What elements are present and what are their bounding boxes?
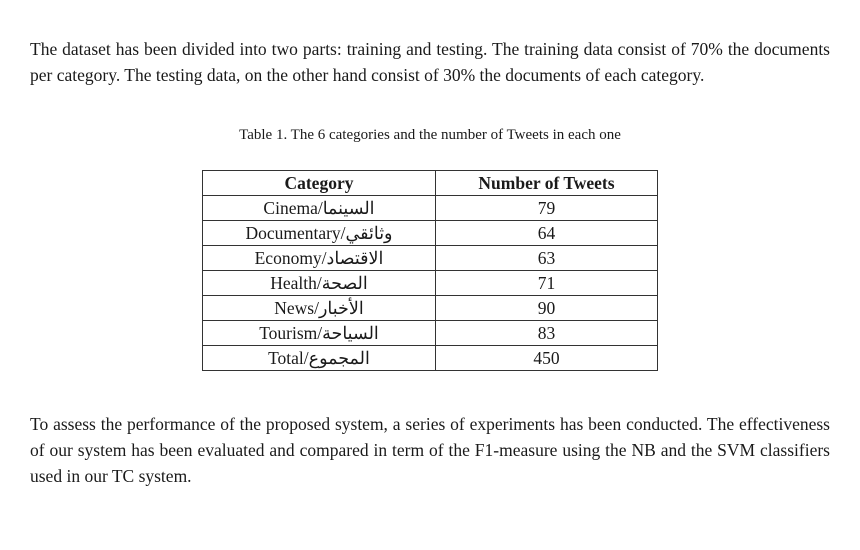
table-caption: Table 1. The 6 categories and the number of Tweets in each one (239, 127, 621, 143)
tweets-table (202, 170, 658, 371)
table-row-total (203, 346, 658, 371)
count-cell: 63 (435, 246, 657, 271)
category-arabic: الأخبار (318, 297, 364, 318)
table-row (203, 321, 658, 346)
category-cell (203, 321, 436, 346)
count-cell: 90 (435, 296, 657, 321)
table-row (203, 196, 658, 221)
evaluation-paragraph: To assess the performance of the proposed system, a series of experiments has been conducted. The effectiveness of our system has been evaluated and compared in term of the F1-measure using the NB and the SVM classifiers used in our TC system. (30, 414, 830, 486)
category-cell (203, 221, 436, 246)
category-cell (203, 296, 436, 321)
category-arabic: السينما (322, 197, 375, 218)
count-cell: 83 (435, 321, 657, 346)
count-cell: 450 (435, 346, 657, 371)
category-arabic: المجموع (308, 347, 370, 368)
category-arabic: الاقتصاد (326, 247, 384, 268)
category-latin: Documentary/ (245, 222, 346, 243)
table-row (203, 246, 658, 271)
category-cell (203, 196, 436, 221)
category-latin: News/ (274, 297, 319, 318)
category-cell (203, 271, 436, 296)
intro-paragraph: The dataset has been divided into two parts: training and testing. The training data consist of 70% the documents per category. The testing data, on the other hand consist of 30% the documents of each category. (30, 39, 830, 85)
category-cell (203, 246, 436, 271)
table-row (203, 296, 658, 321)
table-row (203, 221, 658, 246)
category-latin: Cinema/ (263, 197, 323, 218)
category-arabic: وثائقي (345, 222, 393, 243)
category-arabic: الصحة (321, 272, 368, 293)
table-header-row (203, 171, 658, 196)
category-latin: Total/ (268, 347, 309, 368)
category-latin: Economy/ (254, 247, 327, 268)
header-category: Category (203, 171, 436, 196)
category-cell (203, 346, 436, 371)
count-cell: 79 (435, 196, 657, 221)
header-number-of-tweets: Number of Tweets (435, 171, 657, 196)
category-latin: Health/ (270, 272, 322, 293)
count-cell: 71 (435, 271, 657, 296)
count-cell: 64 (435, 221, 657, 246)
category-arabic: السياحة (322, 322, 379, 343)
table-row (203, 271, 658, 296)
category-latin: Tourism/ (259, 322, 323, 343)
